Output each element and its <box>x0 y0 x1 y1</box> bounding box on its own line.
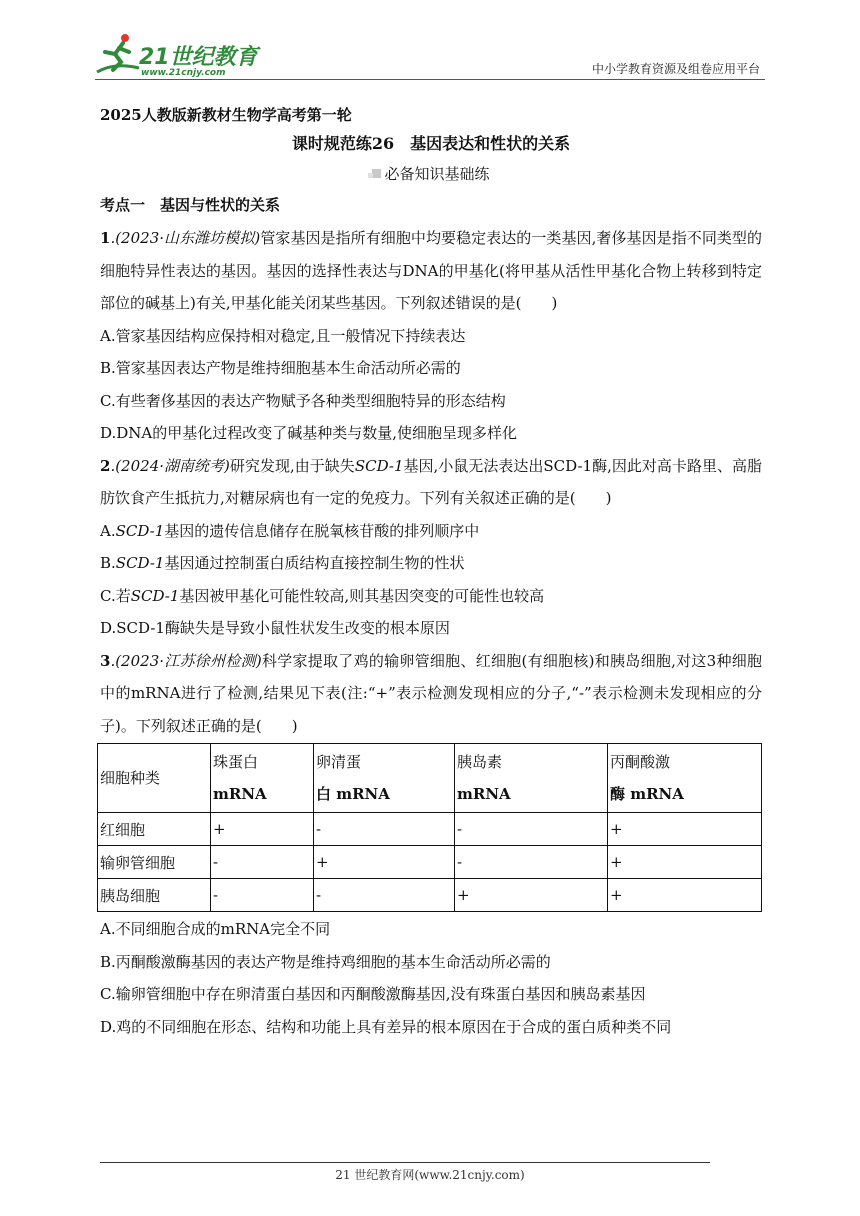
stem-text: 基因,小鼠无法表达出SCD-1酶,因此对高卡路里、高脂肪饮食产生抵抗力,对糖尿病也有一定的免疫力。下列有关叙述正确的是( ) <box>100 456 762 507</box>
header-divider <box>95 79 765 80</box>
logo <box>95 32 265 82</box>
question-number: 2 <box>100 456 111 475</box>
option-label: A. <box>100 521 116 540</box>
option-a <box>100 515 762 548</box>
table-cell: + <box>608 846 762 879</box>
option-c <box>100 580 762 613</box>
section-heading: 考点一 基因与性状的关系 <box>100 196 281 214</box>
question-2 <box>100 450 762 645</box>
subheading <box>100 160 762 188</box>
table-corner: 细胞种类 <box>98 744 211 813</box>
lesson-title: 课时规范练26 基因表达和性状的关系 <box>291 134 571 153</box>
footer-text: 21 世纪教育网(www.21cnjy.com) <box>335 1168 525 1182</box>
table-cell: + <box>314 846 455 879</box>
table-cell: - <box>211 846 314 879</box>
stem-text: 研究发现,由于缺失 <box>229 456 355 475</box>
column-header <box>455 744 608 813</box>
question-3 <box>100 645 762 1044</box>
gene-name: SCD-1 <box>115 554 165 572</box>
question-source: .(2024·湖南统考) <box>110 456 230 475</box>
question-stem <box>100 222 762 320</box>
question-1 <box>100 222 762 450</box>
question-source: .(2023·江苏徐州检测) <box>110 651 262 670</box>
option-c: C.有些奢侈基因的表达产物赋予各种类型细胞特异的形态结构 <box>100 391 506 410</box>
column-header-line: 丙酮酸激 <box>610 753 671 771</box>
option-label: C.若 <box>100 586 131 605</box>
option-b: B.管家基因表达产物是维持细胞基本生命活动所必需的 <box>100 359 461 377</box>
document-body <box>100 102 762 1043</box>
stem-text: 科学家提取了鸡的输卵管细胞、红细胞(有细胞核)和胰岛细胞,对这3种细胞中的mRNA进行了检测,结果见下表(注:“+”表示检测发现相应的分子,“-”表示检测未发现相应的分子)。下列叙述正确的是( ) <box>100 651 762 735</box>
question-number: 3 <box>100 651 111 670</box>
mrna-table <box>97 743 762 912</box>
logo-url: www.21cnjy.com <box>141 68 226 78</box>
option-c: C.输卵管细胞中存在卵清蛋白基因和丙酮酸激酶基因,没有珠蛋白基因和胰岛素基因 <box>100 985 646 1003</box>
table-row <box>98 846 762 879</box>
question-stem <box>100 450 762 515</box>
table-cell: - <box>455 846 608 879</box>
table-cell: - <box>314 879 455 912</box>
option-label: B. <box>100 554 116 572</box>
column-header <box>608 744 762 813</box>
runner-logo-icon <box>95 32 143 76</box>
row-label: 胰岛细胞 <box>98 879 211 912</box>
logo-text: 21世纪教育 <box>139 45 258 70</box>
column-header-line: mRNA <box>457 785 511 803</box>
table-cell: - <box>211 879 314 912</box>
platform-name: 中小学教育资源及组卷应用平台 <box>591 62 760 76</box>
row-label: 输卵管细胞 <box>98 846 211 879</box>
square-bullet-icon <box>372 169 381 178</box>
option-text: 基因通过控制蛋白质结构直接控制生物的性状 <box>164 554 465 572</box>
option-d: D.SCD-1酶缺失是导致小鼠性状发生改变的根本原因 <box>100 619 450 637</box>
option-d: D.DNA的甲基化过程改变了碱基种类与数量,使细胞呈现多样化 <box>100 424 518 442</box>
option-b: B.丙酮酸激酶基因的表达产物是维持鸡细胞的基本生命活动所必需的 <box>100 952 551 971</box>
row-label: 红细胞 <box>98 813 211 846</box>
table-cell: - <box>455 813 608 846</box>
series-title: 2025人教版新教材生物学高考第一轮 <box>100 106 352 124</box>
table-cell: - <box>314 813 455 846</box>
table-row <box>98 813 762 846</box>
table-cell: + <box>211 813 314 846</box>
page-header <box>0 0 860 90</box>
question-stem <box>100 645 762 743</box>
option-a: A.不同细胞合成的mRNA完全不同 <box>100 920 331 938</box>
footer-divider <box>100 1162 710 1163</box>
option-text: 基因被甲基化可能性较高,则其基因突变的可能性也较高 <box>179 586 545 605</box>
question-number: 1 <box>100 229 111 247</box>
option-a: A.管家基因结构应保持相对稳定,且一般情况下持续表达 <box>100 326 466 345</box>
gene-name: SCD-1 <box>115 521 165 540</box>
table-header-row <box>98 744 762 813</box>
table-cell: + <box>455 879 608 912</box>
column-header-line: mRNA <box>213 785 267 803</box>
gene-name: SCD-1 <box>130 586 180 605</box>
stem-text: 管家基因是指所有细胞中均要稳定表达的一类基因,奢侈基因是指不同类型的细胞特异性表达的基因。基因的选择性表达与DNA的甲基化(将甲基从活性甲基化合物上转移到特定部位的碱基上)有关,甲基化能关闭某些基因。下列叙述错误的是( ) <box>100 229 762 312</box>
question-source: .(2023·山东潍坊模拟) <box>110 229 261 247</box>
column-header <box>211 744 314 813</box>
column-header-line: 珠蛋白 <box>213 753 259 771</box>
option-b <box>100 547 762 580</box>
column-header-line: 胰岛素 <box>457 753 503 771</box>
table-cell: + <box>608 879 762 912</box>
column-header-line: 卵清蛋 <box>316 753 362 771</box>
subheading-text: 必备知识基础练 <box>384 165 490 183</box>
table-cell: + <box>608 813 762 846</box>
column-header-line: 酶 mRNA <box>610 785 684 803</box>
column-header <box>314 744 455 813</box>
column-header-line: 白 mRNA <box>316 785 390 803</box>
table-row <box>98 879 762 912</box>
gene-name: SCD-1 <box>354 456 404 475</box>
option-d: D.鸡的不同细胞在形态、结构和功能上具有差异的根本原因在于合成的蛋白质种类不同 <box>100 1017 672 1036</box>
option-text: 基因的遗传信息储存在脱氧核苷酸的排列顺序中 <box>164 521 480 540</box>
